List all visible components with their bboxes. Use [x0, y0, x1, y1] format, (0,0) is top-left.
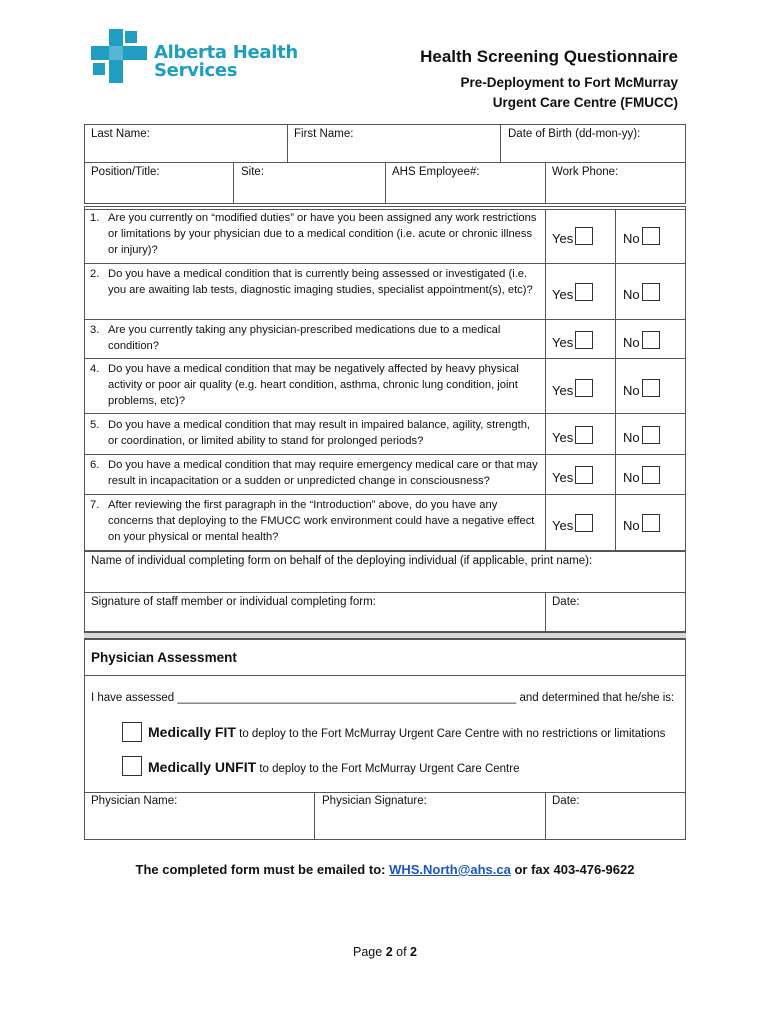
page-of: of — [396, 945, 407, 959]
submission-fax: or fax 403-476-9622 — [514, 862, 635, 877]
q1-yes-label: Yes — [552, 231, 574, 246]
assessed-suffix: and determined that he/she is: — [519, 692, 675, 704]
medically-unfit-desc: to deploy to the Fort McMurray Urgent Care Centre — [259, 763, 520, 775]
q2-yes-label: Yes — [552, 287, 574, 302]
question-2 — [90, 266, 540, 298]
q1-no[interactable] — [623, 231, 660, 249]
q4-yes-checkbox[interactable] — [575, 379, 593, 397]
q1-yes-checkbox[interactable] — [575, 227, 593, 245]
q2-yes-checkbox[interactable] — [575, 283, 593, 301]
physician-name-field[interactable]: Physician Name: — [91, 795, 178, 807]
question-5-num: 5. — [90, 419, 100, 431]
assessed-line — [91, 692, 674, 704]
submission-instructions — [0, 862, 770, 877]
physician-signature-field[interactable]: Physician Signature: — [322, 795, 427, 807]
form-subtitle-2: Urgent Care Centre (FMUCC) — [492, 95, 678, 110]
q7-no-checkbox[interactable] — [642, 514, 660, 532]
q7-no[interactable] — [623, 518, 660, 536]
medically-fit-checkbox[interactable] — [122, 722, 142, 742]
medically-fit-option — [148, 724, 665, 740]
q2-no-label: No — [623, 287, 640, 302]
page-total: 2 — [410, 945, 417, 959]
question-3 — [90, 322, 540, 354]
q4-no-label: No — [623, 383, 640, 398]
q5-yes[interactable] — [552, 430, 593, 448]
question-2-num: 2. — [90, 268, 100, 280]
ahs-logo-mark-icon — [91, 29, 147, 83]
staff-signature-field[interactable]: Signature of staff member or individual completing form: — [91, 596, 376, 608]
submission-email-link[interactable]: WHS.North@ahs.ca — [389, 862, 511, 877]
question-5 — [90, 417, 540, 449]
question-4-text: Do you have a medical condition that may be negatively affected by heavy physical activity or poor air quality (e.g. heart condition, asthma, chronic lung condition, joint problems, etc)? — [108, 363, 519, 407]
q2-no-checkbox[interactable] — [642, 283, 660, 301]
q5-no-checkbox[interactable] — [642, 426, 660, 444]
first-name-field[interactable]: First Name: — [294, 128, 354, 140]
logo-line1: Alberta Health — [154, 42, 298, 63]
q5-yes-checkbox[interactable] — [575, 426, 593, 444]
form-subtitle-1: Pre-Deployment to Fort McMurray — [460, 75, 678, 90]
site-field[interactable]: Site: — [241, 166, 265, 178]
q3-yes[interactable] — [552, 335, 593, 353]
q3-no-checkbox[interactable] — [642, 331, 660, 349]
q1-no-label: No — [623, 231, 640, 246]
form-title: Health Screening Questionnaire — [420, 47, 678, 66]
work-phone-field[interactable]: Work Phone: — [552, 166, 619, 178]
q6-no-checkbox[interactable] — [642, 466, 660, 484]
section-divider — [84, 632, 686, 639]
q1-no-checkbox[interactable] — [642, 227, 660, 245]
medically-fit-desc: to deploy to the Fort McMurray Urgent Care Centre with no restrictions or limitations — [239, 728, 666, 740]
q4-no-checkbox[interactable] — [642, 379, 660, 397]
question-5-text: Do you have a medical condition that may result in impaired balance, agility, strength, or coordination, or limited ability to stand for prolonged periods? — [108, 419, 531, 447]
q6-yes-label: Yes — [552, 470, 574, 485]
logo-line2: Services — [154, 60, 238, 81]
q4-yes-label: Yes — [552, 383, 574, 398]
behalf-name-field[interactable]: Name of individual completing form on behalf of the deploying individual (if applicable, print name): — [91, 555, 593, 567]
q4-no[interactable] — [623, 383, 660, 401]
q2-no[interactable] — [623, 287, 660, 305]
question-2-text: Do you have a medical condition that is currently being assessed or investigated (i.e. you are awaiting lab tests, diagnostic imaging studies, specialist appointment(s), etc)? — [108, 268, 533, 296]
assessed-patient-blank[interactable]: _____________________________________________________ — [177, 692, 517, 704]
q3-yes-label: Yes — [552, 335, 574, 350]
physician-date-field[interactable]: Date: — [552, 795, 580, 807]
question-6-num: 6. — [90, 459, 100, 471]
page-current: 2 — [385, 945, 393, 959]
question-6-text: Do you have a medical condition that may require emergency medical care or that may result in incapacitation or a sudden or unpredicted change in consciousness? — [108, 459, 538, 487]
question-1-text: Are you currently on “modified duties” or have you been assigned any work restrictions or limitations by your physician due to a medical condition (i.e. acute or chronic illness or injury)? — [108, 212, 537, 256]
assessed-prefix: I have assessed — [91, 692, 175, 704]
q5-yes-label: Yes — [552, 430, 574, 445]
q4-yes[interactable] — [552, 383, 593, 401]
q6-yes-checkbox[interactable] — [575, 466, 593, 484]
question-7 — [90, 497, 540, 545]
question-1-num: 1. — [90, 212, 100, 224]
q5-no[interactable] — [623, 430, 660, 448]
question-7-text: After reviewing the first paragraph in the “Introduction” above, do you have any concerns that deploying to the FMUCC work environment could have a negative effect on your physical or mental health? — [108, 499, 535, 543]
medically-unfit-label: Medically UNFIT — [148, 759, 257, 775]
physician-assessment-heading: Physician Assessment — [91, 650, 237, 665]
title-block — [420, 47, 678, 113]
question-4 — [90, 361, 540, 409]
q6-no[interactable] — [623, 470, 660, 488]
ahs-logo-text — [154, 44, 298, 80]
last-name-field[interactable]: Last Name: — [91, 128, 150, 140]
medically-unfit-checkbox[interactable] — [122, 756, 142, 776]
question-1 — [90, 210, 540, 258]
q6-no-label: No — [623, 470, 640, 485]
q3-yes-checkbox[interactable] — [575, 331, 593, 349]
page-prefix: Page — [353, 945, 383, 959]
question-7-num: 7. — [90, 499, 100, 511]
page-number — [0, 945, 770, 959]
question-3-num: 3. — [90, 324, 100, 336]
q6-yes[interactable] — [552, 470, 593, 488]
position-field[interactable]: Position/Title: — [91, 166, 160, 178]
submission-prefix: The completed form must be emailed to: — [135, 862, 386, 877]
question-6 — [90, 457, 540, 489]
q7-yes[interactable] — [552, 518, 593, 536]
q3-no[interactable] — [623, 335, 660, 353]
q5-no-label: No — [623, 430, 640, 445]
q7-yes-checkbox[interactable] — [575, 514, 593, 532]
question-3-text: Are you currently taking any physician-prescribed medications due to a medical condition? — [108, 324, 501, 352]
q1-yes[interactable] — [552, 231, 593, 249]
dob-field[interactable]: Date of Birth (dd-mon-yy): — [508, 128, 641, 140]
q2-yes[interactable] — [552, 287, 593, 305]
signature-date-field[interactable]: Date: — [552, 596, 580, 608]
question-4-num: 4. — [90, 363, 100, 375]
medically-fit-label: Medically FIT — [148, 724, 236, 740]
q3-no-label: No — [623, 335, 640, 350]
q7-no-label: No — [623, 518, 640, 533]
employee-number-field[interactable]: AHS Employee#: — [392, 166, 480, 178]
medically-unfit-option — [148, 759, 519, 775]
q7-yes-label: Yes — [552, 518, 574, 533]
